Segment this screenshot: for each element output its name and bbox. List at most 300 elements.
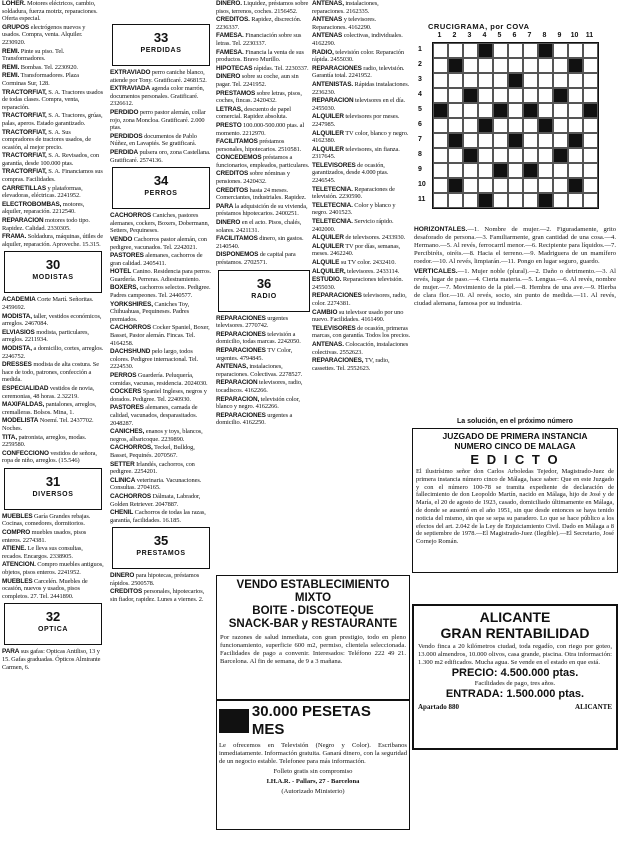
clues-horizontales-label: HORIZONTALES. xyxy=(414,226,468,233)
classified-ad: PRESTO 100.000-500.000 ptas. al momento. 2212970. xyxy=(216,121,305,137)
crossword-cell[interactable] xyxy=(433,73,448,88)
classified-ad: VENDO Cachorros pastor alemán, con pedigree, vacunados. Tel. 2242021. xyxy=(110,235,207,251)
crossword-cell[interactable] xyxy=(508,103,523,118)
crossword-cell[interactable] xyxy=(463,118,478,133)
classified-ad: CHENIL Cachorros de todas las razas, garantía, facilidades. 16.185. xyxy=(110,509,206,524)
section-number: 33 xyxy=(153,30,169,45)
classified-ad: MODISTA, taller, vestidos económicos, arreglos. 2467084. xyxy=(2,312,102,328)
crossword-row-number: 7 xyxy=(418,136,422,143)
crossword-cell[interactable] xyxy=(463,43,478,58)
classified-ad: REPARACIONES, TV, radio, cassettes. Tel. 2552623. xyxy=(312,357,390,372)
crossword-cell[interactable] xyxy=(463,163,478,178)
crossword-cell[interactable] xyxy=(538,163,553,178)
crossword-cell[interactable] xyxy=(448,118,463,133)
crossword-cell[interactable] xyxy=(553,193,568,208)
section-label: PRESTAMOS xyxy=(136,550,186,558)
classified-ad: FACILITAMOS préstamos personales, hipotecarios. 2510581. xyxy=(216,138,302,153)
crossword-cell[interactable] xyxy=(553,178,568,193)
section-box-perros xyxy=(112,167,210,209)
ad-address: I.H.A.R. - Pallars, 27 - Barcelona xyxy=(266,778,360,785)
crossword-cell[interactable] xyxy=(508,193,523,208)
crossword-cell[interactable] xyxy=(493,58,508,73)
price-value: 4.500.000 ptas. xyxy=(500,667,579,679)
crossword-cell[interactable] xyxy=(553,133,568,148)
crossword-cell[interactable] xyxy=(433,88,448,103)
crossword-column-numbers xyxy=(432,32,618,42)
solution-note: La solución, en el próximo número xyxy=(457,418,573,425)
classifieds-column-1 xyxy=(2,0,104,845)
crossword-cell[interactable] xyxy=(478,133,493,148)
crossword-cell[interactable] xyxy=(463,58,478,73)
ad-body: Vendo finca a 20 kilómetros ciudad, toda regadío, con riego por goteo, 13.000 almendros, 10.000 olivos, casa grande, piscina. Otra información: 1.300 m2 edificados. Mucha agua. Se vende en el estado en que está. xyxy=(418,643,612,666)
ad-subheadline: GRAN RENTABILIDAD xyxy=(440,625,590,641)
classified-ad: FAMESA. Financia la venta de sus productos. Bravo Murillo. xyxy=(216,48,304,64)
classifieds-column-2 xyxy=(110,0,212,845)
edict-notice xyxy=(412,428,618,573)
crossword-row-number: 8 xyxy=(418,151,422,158)
crossword-row-number: 10 xyxy=(418,181,426,188)
ad-city: ALICANTE xyxy=(575,703,612,711)
section-number: 34 xyxy=(153,173,169,189)
classified-ad: PERROS Guardería. Peluquería, comidas, vacunas, residencia. 2024030. xyxy=(110,372,208,387)
crossword-cell[interactable] xyxy=(493,133,508,148)
crossword-cell[interactable] xyxy=(448,163,463,178)
classified-ad: CACHORROS Caniches, pastores alemanes, cockers, Boxers, Dobermann, Setters, Pequineses. xyxy=(110,212,210,235)
classified-ad: HIPOTECAS rápidas. Tel. 2230337. xyxy=(216,64,309,72)
crossword-cell[interactable] xyxy=(478,103,493,118)
crossword-black-cell xyxy=(523,163,538,178)
crossword-cell[interactable] xyxy=(433,193,448,208)
crossword-column-number: 4 xyxy=(482,32,487,39)
classified-ad: FAMESA. Financiación sobre sus letras. Tel. 2230337. xyxy=(216,32,302,47)
crossword-black-cell xyxy=(508,73,523,88)
classified-ad: ANTENAS colectivas, individuales. 4162290. xyxy=(312,32,403,47)
crossword-cell[interactable] xyxy=(463,73,478,88)
crossword-cell[interactable] xyxy=(508,148,523,163)
classified-ad: PASTORES alemanes, cachorros de gran calidad. 2405411. xyxy=(110,252,203,267)
crossword-cell[interactable] xyxy=(493,118,508,133)
crossword-cell[interactable] xyxy=(538,148,553,163)
classified-ad: CONFECCIONO vestidos de señora, ropa de niño, arreglos. (15.546) xyxy=(2,449,97,465)
classified-ad: DINERO sobre su coche, aun sin pagar. Tel. 2241952. xyxy=(216,73,299,88)
crossword-black-cell xyxy=(448,133,463,148)
crossword-row-number: 9 xyxy=(418,166,422,173)
classified-ad: COCKERS Spaniel Ingleses, negros y dorados. Pedigree. Tel. 2240930. xyxy=(110,388,207,403)
classified-ad: DINERO. Liquidez, préstamos sobre pisos, terrenos, coches. 2156452. xyxy=(216,0,309,15)
crossword-cell[interactable] xyxy=(463,178,478,193)
classified-ad: REMI. Bombas. Tel. 2230920. xyxy=(2,63,78,71)
classified-ad: MAXIFALDAS, pantalones, arreglos, cremalleras. Bolsos. Mina, 1. xyxy=(2,401,97,416)
classified-ad: ELECTROBOMBAS, motores, alquiler, reparación. 2212540. xyxy=(2,200,85,216)
crossword-column-number: 5 xyxy=(497,32,502,39)
section-number: 35 xyxy=(153,533,169,549)
classified-ad: TELEVISORES de ocasión, garantizados, desde 4.000 ptas. 2246545. xyxy=(312,161,389,185)
classified-ad: TRACTORFIAT, S. A. Revisados, con garantía, desde 100.000 ptas. xyxy=(2,152,100,167)
crossword-cell[interactable] xyxy=(568,148,583,163)
section-label: PERDIDAS xyxy=(140,47,182,54)
crossword-cell[interactable] xyxy=(433,163,448,178)
classified-ad: MODISTA, a domicilio, cortes, arreglos. 2246752. xyxy=(2,344,104,360)
crossword-row-numbers xyxy=(418,42,432,209)
crossword-cell[interactable] xyxy=(538,58,553,73)
crossword-cell[interactable] xyxy=(553,58,568,73)
classified-ad: CREDITOS personales, hipotecarios, sin fiador, rapidez. Lunes a viernes. 2. xyxy=(110,588,205,604)
crossword-cell[interactable] xyxy=(493,88,508,103)
crossword-cell[interactable] xyxy=(463,133,478,148)
classified-ad: REPARACIONES radio, televisión. Garantía total. 2241952. xyxy=(312,64,405,80)
classified-ad: CACHORROS, Teckel, Bulldog, Basset, Pequinés. 2070567. xyxy=(110,444,195,459)
classified-ad: CREDITOS hasta 24 meses. Comerciantes, industriales. Rapidez. xyxy=(216,186,306,202)
classified-ad: TELETECNIA. Servicio rápido. 2402000. xyxy=(312,218,394,233)
classified-ad: LOHER. Motores eléctricos, cambio, soldadura, fuerza motriz, reparaciones. Oferta especial. xyxy=(2,0,98,23)
crossword-cell[interactable] xyxy=(523,148,538,163)
crossword-cell[interactable] xyxy=(433,58,448,73)
crossword-cell[interactable] xyxy=(523,88,538,103)
crossword-row-number: 5 xyxy=(418,106,422,113)
classified-ad: ALQUILER televisores por meses. 2247985. xyxy=(312,113,400,128)
classified-ad: ESTUDIO. Reparaciones televisión. 2455030. xyxy=(312,276,403,291)
classified-ad: CREDITOS sobre nóminas y pensiones. 2420432. xyxy=(216,170,290,186)
crossword-cell[interactable] xyxy=(568,193,583,208)
crossword-black-cell xyxy=(433,103,448,118)
classified-ad: ALQUILE su TV color. 2432410. xyxy=(312,259,396,266)
crossword-cell[interactable] xyxy=(478,163,493,178)
ad-headline: BOITE - DISCOTEQUE xyxy=(252,605,374,617)
classified-ad: ACADEMIA Corte Martí. Señoritas. 2459692. xyxy=(2,296,94,311)
classifieds-column-4 xyxy=(312,0,412,572)
crossword-black-cell xyxy=(448,58,463,73)
crossword-cell[interactable] xyxy=(433,148,448,163)
crossword-cell[interactable] xyxy=(448,193,463,208)
crossword-cell[interactable] xyxy=(583,133,598,148)
crossword-cell[interactable] xyxy=(478,58,493,73)
crossword-black-cell xyxy=(568,133,583,148)
crossword-cell[interactable] xyxy=(493,73,508,88)
crossword-cell[interactable] xyxy=(538,103,553,118)
classified-ad: REMI. Pinte su piso. Tel. Transformadores. xyxy=(2,47,65,63)
classified-ad: COMPRO muebles usados, pisos enteros. 2274381. xyxy=(2,529,87,544)
crossword-row-number: 4 xyxy=(418,91,422,98)
section-box-prestamos xyxy=(112,527,210,569)
classified-ad: PASTORES alemanes, camada de calidad, vacunados, desparasitados. 2048287. xyxy=(110,404,198,427)
crossword-clues xyxy=(414,226,616,310)
crossword-cell[interactable] xyxy=(448,103,463,118)
classified-ad: TELETECNIA. Color y blanco y negro. 2401523. xyxy=(312,201,396,217)
ad-headline: SNACK-BAR y RESTAURANTE xyxy=(228,618,398,630)
classified-ad: CREDITOS. Rapidez, discreción. 2236337. xyxy=(216,16,302,31)
crossword-row-number: 6 xyxy=(418,121,422,128)
ads-list xyxy=(216,0,312,267)
crossword-cell[interactable] xyxy=(583,118,598,133)
crossword-cell[interactable] xyxy=(508,163,523,178)
crossword-cell[interactable] xyxy=(568,103,583,118)
classified-ad: EXTRAVIADA agenda color marrón, documentos personales. Gratificaré. 2326612. xyxy=(110,85,205,108)
crossword-cell[interactable] xyxy=(538,88,553,103)
classified-ad: DISPONEMOS de capital para préstamos. 2702571. xyxy=(216,251,296,266)
classified-ad: YORKSHIRES, Caniches Toy, Chihuahuas, Pequineses. Padres premiados. xyxy=(110,300,190,323)
crossword-black-cell xyxy=(478,118,493,133)
crossword-cell[interactable] xyxy=(523,43,538,58)
ad-headline: VENDO ESTABLECIMIENTO xyxy=(236,579,390,591)
ads-list xyxy=(2,0,104,248)
classified-ad: TELEVISORES de ocasión, primeras marcas, con garantía. Todos los precios. xyxy=(312,324,411,340)
classified-ad: CLINICA veterinaria. Vacunaciones. Consultas. 2704165. xyxy=(110,476,202,492)
crossword-row-number: 1 xyxy=(418,46,422,53)
crossword-cell[interactable] xyxy=(523,58,538,73)
crossword-column-number: 8 xyxy=(542,32,547,39)
classified-ad: DACHSHUND pelo largo, todos colores. Pedigree internacional. Tel. 2224530. xyxy=(110,348,199,371)
ad-headline: MIXTO xyxy=(294,592,332,604)
ad-headline: ALICANTE xyxy=(479,609,551,625)
ad-note: Facilidades de pago, tres años. xyxy=(474,680,556,687)
clues-horizontales: —1. Nombre de mujer.—2. Figuradamente, grito desaforado de persona.—3. Familiarmente, gran cantidad de una cosa.—4. Hermano.—5. Al revés, ferrocarril menor.—6. Recipiente para líquidos.—7. Percibiréis, oiréis.—8. Hacia el terreno.—9. Madriguera de un mamífero roedor.—10. Al revés, limpiarán.—11. Pongo en lugar seguro, guardo. xyxy=(414,226,616,265)
ad-entrada xyxy=(418,688,612,701)
crossword-cell[interactable] xyxy=(538,133,553,148)
crossword-cell[interactable] xyxy=(583,178,598,193)
classified-ad: REMI. Transformadores. Plaza Corminas Sur, 128. xyxy=(2,72,79,87)
classified-ad: REPARACION motores todo tipo. Rapidez. Calidad. 2330305. xyxy=(2,217,90,232)
crossword-row-number: 3 xyxy=(418,76,422,83)
ad-authorization: (Autorizado Ministerio) xyxy=(281,788,345,795)
crossword-row-number: 11 xyxy=(418,196,426,203)
crossword-cell[interactable] xyxy=(448,88,463,103)
classified-ad: TRACTORFIAT, S. A. Tractores, grúas, palas, aperos. Estado garantizado. xyxy=(2,112,103,127)
crossword-cell[interactable] xyxy=(523,178,538,193)
crossword-black-cell xyxy=(553,88,568,103)
ads-list xyxy=(110,572,212,603)
section-label: PERROS xyxy=(144,190,178,198)
crossword-cell[interactable] xyxy=(583,148,598,163)
section-label: OPTICA xyxy=(37,626,69,634)
classified-ad: CAMBIO su televisor usado por uno nuevo. Facilidades. 4161490. xyxy=(312,308,404,324)
crossword-cell[interactable] xyxy=(433,178,448,193)
crossword-black-cell xyxy=(508,133,523,148)
crossword-cell[interactable] xyxy=(583,43,598,58)
ad-body: Le ofrecemos en Televisión (Negro y Color). Escribanos inmediatamente. Información gratuita. Ganará dinero, con la seguridad de un negocio estable. Telefonee para más información. xyxy=(219,742,407,765)
crossword-cell[interactable] xyxy=(568,73,583,88)
classified-ad: CANICHES, enanos y toys, blancos, negros, albaricoque. 2239890. xyxy=(110,428,203,443)
classified-ad: MUEBLES Garía Grandes rebajas. Cocinas, comedores, dormitorios. xyxy=(2,512,91,528)
crossword-cell[interactable] xyxy=(508,58,523,73)
crossword-cell[interactable] xyxy=(553,163,568,178)
crossword-cell[interactable] xyxy=(493,148,508,163)
crossword-cell[interactable] xyxy=(448,148,463,163)
crossword-black-cell xyxy=(493,103,508,118)
crossword-black-cell xyxy=(478,193,493,208)
tv-icon xyxy=(219,709,249,733)
ad-footer: Folleto gratis sin compromiso xyxy=(273,768,353,775)
classified-ad: RADIO, televisión color. Reparación rápida. 2455030. xyxy=(312,48,404,64)
ad-vendo-establecimiento xyxy=(216,575,410,700)
crossword-cell[interactable] xyxy=(523,133,538,148)
edict-body: El ilustrísimo señor don Carlos Arboledas Tejedor, Magistrado-Juez de primera instancia número cinco de Málaga, hace saber: Que en este Juzgado y con el número 100-78 se tramita expediente de declaración de fallecimiento de don Leopoldo Martín, nacido en Málaga, hijo de José y de María, el 20 de agosto de 1923, casado, domiciliado últimamente en Málaga, de donde se ausentó en el año 1951, sin que desde entonces se haya tenido noticia del mismo, sin que se sepa su paradero. Lo que se hace público a los efectos del art. 2.042 de la Ley de Enjuiciamiento Civil. Dado en Málaga a 8 de septiembre de 1978.—El Magistrado-Juez (Ilegible).—El Secretario, José Cornejo Román. xyxy=(416,468,614,546)
crossword-cell[interactable] xyxy=(538,178,553,193)
ads-list xyxy=(216,315,312,427)
clues-verticales: —1. Mujer noble (plural).—2. Daño o detrimento.—3. Al revés, lugar de paso.—4. Cierta materia.—5. Lengua.—6. Al revés, nombre de mujer.—7. Movimiento de la piel.—8. Hembra de una ave.—9. Hierba de clara flor.—10. Al revés, socio, sin punto de medida.—11. Al revés, ciudad alemana, famosa por su industria. xyxy=(414,268,616,307)
classified-ad: ELVIASIOS modista, particulares, arreglos. 2211934. xyxy=(2,328,89,344)
crossword-cell[interactable] xyxy=(478,88,493,103)
classified-ad: ATENCION. Compro muebles antiguos, objetos, pisos enteros. 2241952. xyxy=(2,561,104,577)
ad-30000-pesetas xyxy=(216,700,410,830)
classified-ad: CONCEDEMOS préstamos a funcionarios, empleados, particulares. xyxy=(216,154,310,169)
classified-ad: MODELISTA Noemí. Tel. 2437702. Noches. xyxy=(2,417,94,432)
classified-ad: ANTENAS, instalaciones, reparaciones. 2162335. xyxy=(312,0,379,15)
crossword-column-number: 9 xyxy=(557,32,562,39)
classified-ad: DINERO para hipotecas, préstamos rápidos. 2500578. xyxy=(110,572,200,587)
section-box-perdidas xyxy=(112,24,210,66)
crossword-column-number: 3 xyxy=(467,32,472,39)
crossword-column-number: 2 xyxy=(452,32,457,39)
crossword-cell[interactable] xyxy=(478,148,493,163)
classified-ad: ANTENAS. Colocación, instalaciones colectivas. 2552623. xyxy=(312,340,409,356)
classified-ad: ANTENAS, instalaciones, reparaciones. Colectivas. 2278527. xyxy=(216,363,303,378)
crossword-cell[interactable] xyxy=(553,73,568,88)
classified-ad: FACILITAMOS dinero, sin gastos. 2140540. xyxy=(216,235,304,250)
crossword-black-cell xyxy=(568,178,583,193)
section-number: 32 xyxy=(45,609,61,625)
crossword-cell[interactable] xyxy=(583,58,598,73)
crossword-cell[interactable] xyxy=(553,103,568,118)
clues-verticales-label: VERTICALES. xyxy=(414,268,458,275)
crossword-cell[interactable] xyxy=(448,73,463,88)
crossword-cell[interactable] xyxy=(508,43,523,58)
classified-ad: TELETECNIA. Reparaciones de televisión. 2230590. xyxy=(312,185,395,201)
section-label: MODISTAS xyxy=(32,274,74,282)
crossword-cell[interactable] xyxy=(463,103,478,118)
classified-ad: REPARACION, televisión color, blanco y negro. 4162266. xyxy=(216,395,300,411)
crossword-cell[interactable] xyxy=(568,118,583,133)
crossword-cell[interactable] xyxy=(493,193,508,208)
section-number: 36 xyxy=(256,275,272,291)
crossword-black-cell xyxy=(583,103,598,118)
classified-ad: DRESSES modista de alta costura. Se hace de todo, patrones, confección a medida. xyxy=(2,361,99,384)
classified-ad: PERDIDA pulsera oro, zona Castellana. Gratificaré. 2574136. xyxy=(110,148,211,164)
edict-subheading: NUMERO CINCO DE MALAGA xyxy=(454,441,576,451)
classified-ad: REPARACIONES televisión a domicilio, todas marcas. 2242050. xyxy=(216,330,301,346)
ads-list xyxy=(312,0,412,372)
crossword-grid xyxy=(432,42,599,209)
section-number: 30 xyxy=(45,257,61,273)
crossword-cell[interactable] xyxy=(433,43,448,58)
ads-list xyxy=(110,69,212,164)
crossword xyxy=(418,22,618,209)
crossword-column-number: 11 xyxy=(585,32,594,39)
crossword-cell[interactable] xyxy=(493,43,508,58)
crossword-cell[interactable] xyxy=(523,73,538,88)
classified-ad: PERDIDO perro pastor alemán, collar rojo, zona Moncloa. Gratificaré. 2.000 ptas. xyxy=(110,108,206,132)
classified-ad: DINERO en el acto. Pisos, chalés, solares. 2421131. xyxy=(216,219,302,234)
crossword-black-cell xyxy=(553,148,568,163)
ad-body: Por razones de salud inmediata, con gran prestigio, todo en pleno funcionamiento, superficie 600 m2, permiso, clientela seleccionada. Facilidades de pago a convenir. Interesados: Teléfono 222 49 21. Barcelona. Al fin de semana, de 9 a 3 mañana. xyxy=(220,634,406,665)
edict-heading: JUZGADO DE PRIMERA INSTANCIA xyxy=(442,431,588,441)
crossword-cell[interactable] xyxy=(568,43,583,58)
ads-list xyxy=(2,648,104,671)
crossword-black-cell xyxy=(493,163,508,178)
classified-ad: PARA la adquisición de su vivienda, préstamos hipotecarios. 2400251. xyxy=(216,202,308,218)
crossword-black-cell xyxy=(568,58,583,73)
classified-ad: ALQUILER de televisores. 2433930. xyxy=(312,234,406,242)
crossword-cell[interactable] xyxy=(523,193,538,208)
classified-ad: FRAMA. Soldadura, máquinas, útiles de alquiler, reparación. Aproveche. 15.315. xyxy=(2,233,104,248)
classified-ad: TRACTORFIAT, S. A. Tractores usados de todas clases. Compra, venta, reparación. xyxy=(2,88,104,111)
crossword-column-number: 7 xyxy=(527,32,532,39)
classified-ad: ALQUILER, televisores. 2433114. xyxy=(312,267,400,275)
ads-list xyxy=(2,513,104,601)
classified-ad: BOXERS, cachorros selectos. Pedigree. Padres campeones. Tel. 2440577. xyxy=(110,284,211,300)
crossword-cell[interactable] xyxy=(583,163,598,178)
crossword-cell[interactable] xyxy=(523,118,538,133)
classified-ad: SETTER Irlandés, cachorros, con pedigree. 2254201. xyxy=(110,460,195,476)
classified-ad: EXTRAVIADO perro caniche blanco, atiende por Tony. Gratificaré. 2468152. xyxy=(110,69,207,84)
crossword-black-cell xyxy=(538,43,553,58)
classified-ad: ALQUILER TV por días, semanas, meses. 2462240. xyxy=(312,242,401,258)
crossword-black-cell xyxy=(523,103,538,118)
crossword-cell[interactable] xyxy=(583,88,598,103)
classified-ad: REPARACIONES TV Color, urgentes. 4794845. xyxy=(216,346,293,362)
ad-alicante xyxy=(412,604,618,750)
ad-price xyxy=(418,667,612,680)
classified-ad: PARA sus gafas: Opticas Antiliso, 13 y 15. Gafas graduadas. Ópticos Almirante Carmen, 6. xyxy=(2,648,101,671)
crossword-black-cell xyxy=(463,148,478,163)
crossword-cell[interactable] xyxy=(463,193,478,208)
crossword-cell[interactable] xyxy=(433,133,448,148)
section-label: DIVERSOS xyxy=(32,490,74,498)
classified-ad: LETRAS, descuento de papel comercial. Rapidez absoluta. xyxy=(216,105,291,121)
crossword-cell[interactable] xyxy=(508,178,523,193)
classified-ad: REPARACIONES urgentes a domicilio. 4162250. xyxy=(216,411,293,427)
crossword-cell[interactable] xyxy=(553,43,568,58)
crossword-cell[interactable] xyxy=(433,118,448,133)
section-box-radio xyxy=(218,270,310,312)
crossword-cell[interactable] xyxy=(508,88,523,103)
crossword-cell[interactable] xyxy=(493,178,508,193)
entrada-value: 1.500.000 ptas. xyxy=(506,688,585,700)
classified-ad: TITA, patronista, arreglos, modas. 2259580. xyxy=(2,433,87,449)
crossword-cell[interactable] xyxy=(583,193,598,208)
classified-ad: HOTEL Canino. Residencia para perros. Guardería. Perreras. Adiestramiento. xyxy=(110,268,212,283)
crossword-cell[interactable] xyxy=(568,88,583,103)
classified-ad: ANTENAS y televisores. Reparaciones. 4162290. xyxy=(312,16,377,31)
crossword-black-cell xyxy=(538,118,553,133)
classified-ad: CACHORROS Dálmata, Labrador, Golden Retriever. 2047887. xyxy=(110,492,201,508)
crossword-cell[interactable] xyxy=(538,73,553,88)
crossword-column-number: 1 xyxy=(437,32,442,39)
section-box-optica xyxy=(4,603,102,645)
crossword-cell[interactable] xyxy=(583,73,598,88)
crossword-cell[interactable] xyxy=(568,163,583,178)
crossword-cell[interactable] xyxy=(478,178,493,193)
crossword-cell[interactable] xyxy=(553,118,568,133)
section-label: RADIO xyxy=(251,292,277,300)
price-label: PRECIO: xyxy=(451,667,498,679)
crossword-cell[interactable] xyxy=(448,43,463,58)
edict-title: E D I C T O xyxy=(470,452,560,467)
classified-ad: REPARACIONES televisores, radio, color. 2274381. xyxy=(312,292,407,307)
classified-ad: CARRETILLAS y plataformas, elevadoras, eléctricas. 2241952. xyxy=(2,184,83,200)
ads-list xyxy=(2,296,104,464)
classified-ad: ATIENE. Le lleva sus consultas, recados. Encargos. 2338905. xyxy=(2,545,83,560)
classified-ad: REPARACIONES urgentes televisores. 2770742. xyxy=(216,314,289,330)
crossword-black-cell xyxy=(538,193,553,208)
crossword-column-number: 6 xyxy=(512,32,517,39)
crossword-black-cell xyxy=(448,178,463,193)
ad-headline: 30.000 PESETAS MES xyxy=(251,703,371,738)
classified-ad: REPARACION televisores en el día. 2455030. xyxy=(312,97,405,112)
classifieds-column-3 xyxy=(216,0,312,572)
crossword-title: CRUCIGRAMA, por COVA xyxy=(428,22,530,31)
crossword-cell[interactable] xyxy=(478,73,493,88)
crossword-cell[interactable] xyxy=(508,118,523,133)
